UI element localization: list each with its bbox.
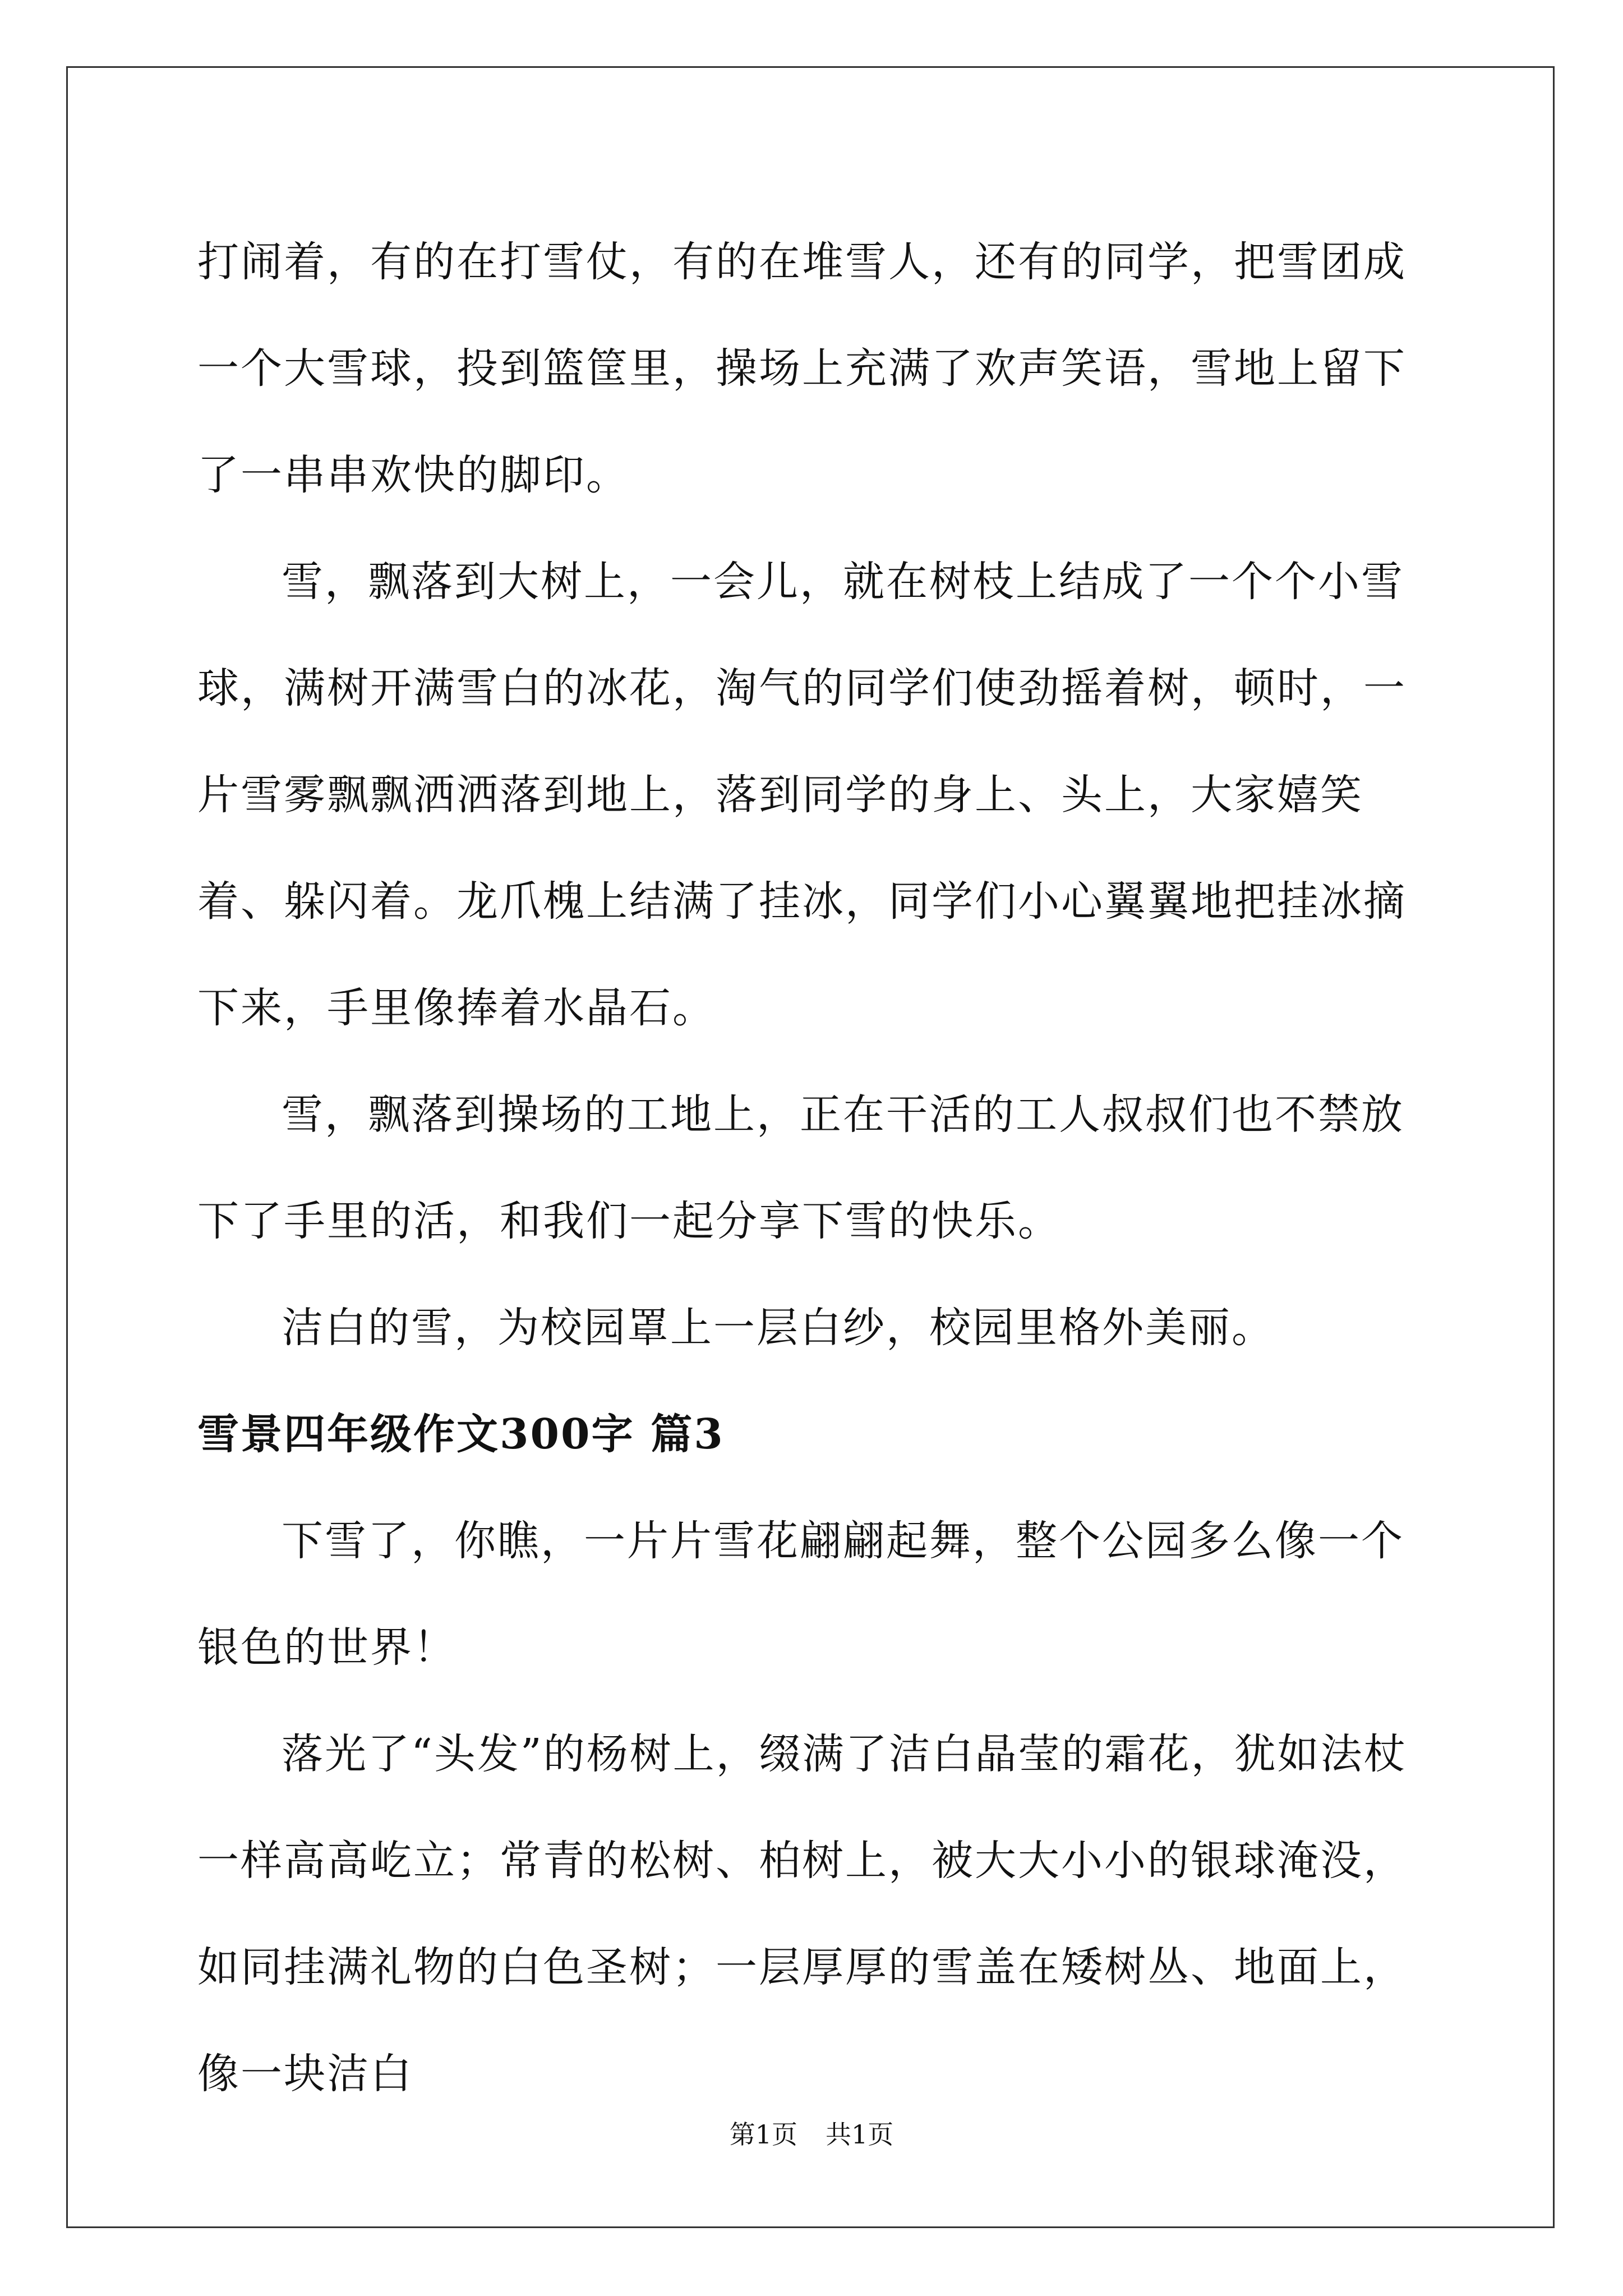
paragraph-1: 打闹着，有的在打雪仗，有的在堆雪人，还有的同学，把雪团成一个大雪球，投到篮筐里，操场上充满了欢声笑语，雪地上留下了一串串欢快的脚印。 (197, 238, 1407, 499)
page-footer (0, 2118, 1623, 2151)
paragraph-3: 雪，飘落到操场的工地上，正在干活的工人叔叔们也不禁放下了手里的活，和我们一起分享下雪的快乐。 (197, 1091, 1404, 1245)
paragraph-5: 下雪了，你瞧，一片片雪花翩翩起舞，整个公园多么像一个银色的世界！ (197, 1517, 1404, 1672)
document-body (197, 209, 1426, 2127)
page-number: 第1页 (729, 2119, 797, 2150)
paragraph-6: 落光了“头发”的杨树上，缀满了洁白晶莹的霜花，犹如法杖一样高高屹立；常青的松树、柏树上，被大大小小的银球淹没，如同挂满礼物的白色圣树；一层厚厚的雪盖在矮树丛、地面上，像一块洁白 (197, 1730, 1407, 2098)
section-heading: 雪景四年级作文300字 篇3 (197, 1410, 725, 1458)
paragraph-2: 雪，飘落到大树上，一会儿，就在树枝上结成了一个个小雪球，满树开满雪白的冰花，淘气的同学们使劲摇着树，顿时，一片雪雾飘飘洒洒落到地上，落到同学的身上、头上，大家嬉笑着、躲闪着。龙爪槐上结满了挂冰，同学们小心翼翼地把挂冰摘下来，手里像捧着水晶石。 (197, 558, 1407, 1032)
paragraph-4: 洁白的雪，为校园罩上一层白纱，校园里格外美丽。 (282, 1304, 1275, 1352)
page-total: 共1页 (826, 2119, 894, 2150)
